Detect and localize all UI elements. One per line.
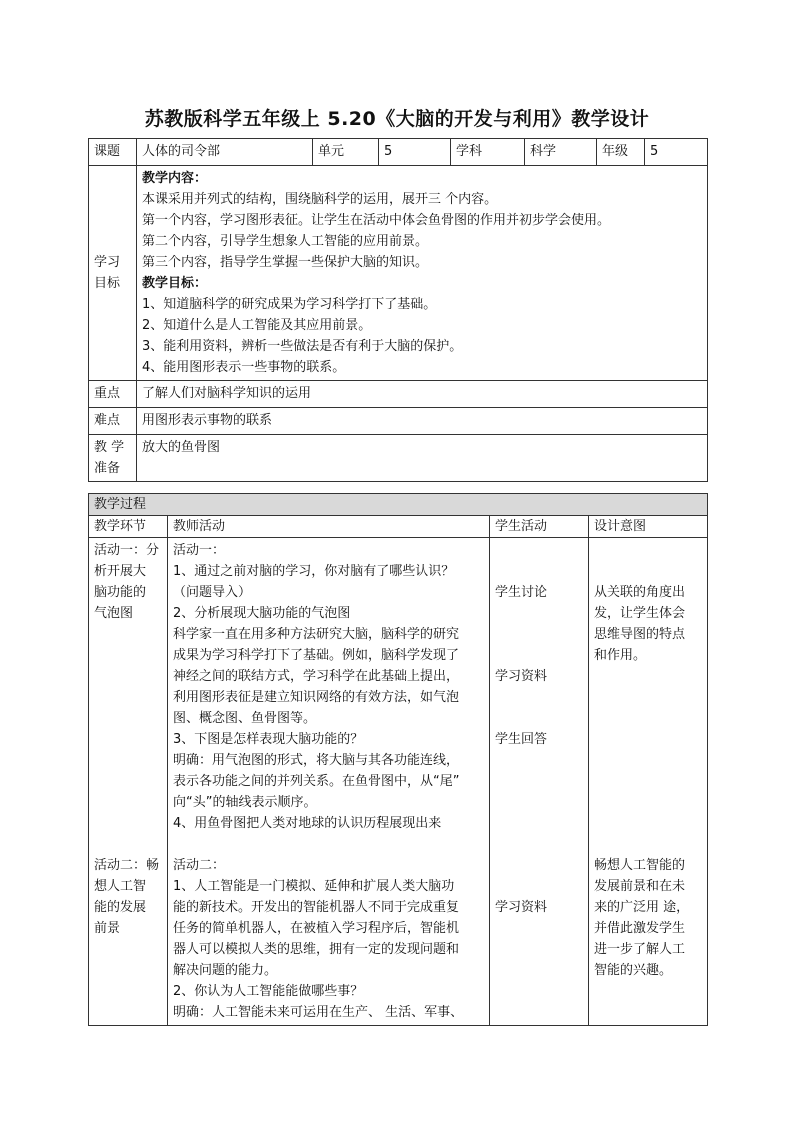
intent-line: 思维导图的特点 — [594, 627, 686, 642]
prep-label: 教 学 准备 — [89, 435, 137, 482]
process-header-row — [89, 516, 708, 538]
difficulty-value: 用图形表示事物的联系 — [137, 408, 708, 435]
difficulty-row — [89, 408, 708, 435]
student-item: 学生讨论 — [495, 585, 548, 600]
goals-row — [89, 166, 708, 381]
teacher-line: 解决问题的能力。 — [173, 963, 278, 978]
subject-value: 科学 — [525, 139, 597, 166]
subject-label: 学科 — [451, 139, 525, 166]
teacher-line: 2、你认为人工智能能做哪些事？ — [173, 984, 364, 999]
lesson-label: 课题 — [89, 139, 137, 166]
objective-line: 3、能利用资料，辨析一些做法是否有利于大脑的保护。 — [142, 339, 463, 354]
objective-line: 4、能用图形表示一些事物的联系。 — [142, 360, 346, 375]
teacher-line: 器人可以模拟人类的思维，拥有一定的发现问题和 — [173, 942, 460, 957]
content-line: 第一个内容，学习图形表征。让学生在活动中体会鱼骨图的作用并初步学会使用。 — [142, 213, 611, 228]
student-cell — [490, 538, 589, 1026]
teacher-line: 表示各功能之间的并列关系。在鱼骨图中，从“尾” — [173, 774, 460, 789]
focus-label: 重点 — [89, 381, 137, 408]
teacher-line: 成果为学习科学打下了基础。例如，脑科学发现了 — [173, 648, 460, 663]
info-row — [89, 139, 708, 166]
prep-row — [89, 435, 708, 482]
col-student-header: 学生活动 — [490, 516, 589, 538]
teacher-line: 明确：人工智能未来可运用在生产、 生活、军事、 — [173, 1005, 464, 1020]
stage-line: 气泡图 — [94, 606, 134, 621]
intent-cell — [589, 538, 708, 1026]
col-stage-header: 教学环节 — [89, 516, 168, 538]
intent-line: 进一步了解人工 — [594, 942, 686, 957]
teacher-line: 利用图形表征是建立知识网络的有效方法，如气泡 — [173, 690, 460, 705]
stage-line: 能的发展 — [94, 900, 147, 915]
teacher-line: 4、用鱼骨图把人类对地球的认识历程展现出来 — [173, 816, 442, 831]
grade-label: 年级 — [597, 139, 645, 166]
goals-content — [137, 166, 708, 381]
col-intent-header: 设计意图 — [589, 516, 708, 538]
stage-line: 活动一：分 — [94, 543, 160, 558]
content-heading: 教学内容： — [142, 171, 208, 186]
intent-line: 发，让学生体会 — [594, 606, 686, 621]
teacher-line: 明确：用气泡图的形式，将大脑与其各功能连线， — [173, 753, 460, 768]
focus-row — [89, 381, 708, 408]
goals-label: 学习 目标 — [89, 166, 137, 381]
unit-label: 单元 — [313, 139, 379, 166]
teacher-line: 1、通过之前对脑的学习，你对脑有了哪些认识？ — [173, 564, 455, 579]
lesson-value: 人体的司令部 — [137, 139, 313, 166]
objective-line: 1、知道脑科学的研究成果为学习科学打下了基础。 — [142, 297, 437, 312]
student-item: 学习资料 — [495, 669, 548, 684]
teacher-line: 活动一： — [173, 543, 226, 558]
teacher-line: 2、分析展现大脑功能的气泡图 — [173, 606, 351, 621]
stage-line: 析开展大 — [94, 564, 147, 579]
intent-line: 并借此激发学生 — [594, 921, 686, 936]
teacher-line: 科学家一直在用多种方法研究大脑，脑科学的研究 — [173, 627, 460, 642]
teacher-line: 神经之间的联结方式，学习科学在此基础上提出， — [173, 669, 460, 684]
teacher-line: 任务的简单机器人，在被植入学习程序后，智能机 — [173, 921, 460, 936]
objective-line: 2、知道什么是人工智能及其应用前景。 — [142, 318, 372, 333]
process-body-row — [89, 538, 708, 1026]
focus-value: 了解人们对脑科学知识的运用 — [137, 381, 708, 408]
stage-cell — [89, 538, 168, 1026]
stage-line: 活动二：畅 — [94, 858, 160, 873]
unit-value: 5 — [379, 139, 451, 166]
teacher-cell — [168, 538, 490, 1026]
intent-line: 畅想人工智能的 — [594, 858, 686, 873]
intent-line: 发展前景和在未 — [594, 879, 686, 894]
objective-heading: 教学目标： — [142, 276, 208, 291]
teacher-line: 1、人工智能是一门模拟、延伸和扩展人类大脑功 — [173, 879, 455, 894]
difficulty-label: 难点 — [89, 408, 137, 435]
teacher-line: 3、下图是怎样表现大脑功能的？ — [173, 732, 364, 747]
intent-line: 智能的兴趣。 — [594, 963, 673, 978]
content-line: 第三个内容，指导学生掌握一些保护大脑的知识。 — [142, 255, 429, 270]
stage-line: 前景 — [94, 921, 121, 936]
intent-line: 来的广泛用 途， — [594, 900, 690, 915]
content-line: 本课采用并列式的结构，围绕脑科学的运用，展开三 个内容。 — [142, 192, 498, 207]
stage-line: 脑功能的 — [94, 585, 147, 600]
prep-value: 放大的鱼骨图 — [137, 435, 708, 482]
teacher-line: 能的新技术。开发出的智能机器人不同于完成重复 — [173, 900, 460, 915]
content-line: 第二个内容，引导学生想象人工智能的应用前景。 — [142, 234, 429, 249]
teacher-line: 向“头”的轴线表示顺序。 — [173, 795, 317, 810]
student-item: 学习资料 — [495, 900, 548, 915]
teacher-line: 图、概念图、鱼骨图等。 — [173, 711, 317, 726]
lesson-info-table — [88, 138, 708, 482]
intent-line: 和作用。 — [594, 648, 647, 663]
grade-value: 5 — [645, 139, 708, 166]
process-title-row — [89, 494, 708, 516]
stage-line: 想人工智 — [94, 879, 147, 894]
page-title: 苏教版科学五年级上 5.20《大脑的开发与利用》教学设计 — [144, 108, 650, 130]
col-teacher-header: 教师活动 — [168, 516, 490, 538]
student-item: 学生回答 — [495, 732, 548, 747]
process-title: 教学过程 — [89, 494, 708, 516]
process-table — [88, 493, 708, 1026]
intent-line: 从关联的角度出 — [594, 585, 686, 600]
teacher-line: 活动二： — [173, 858, 226, 873]
teacher-line: （问题导入） — [173, 585, 252, 600]
